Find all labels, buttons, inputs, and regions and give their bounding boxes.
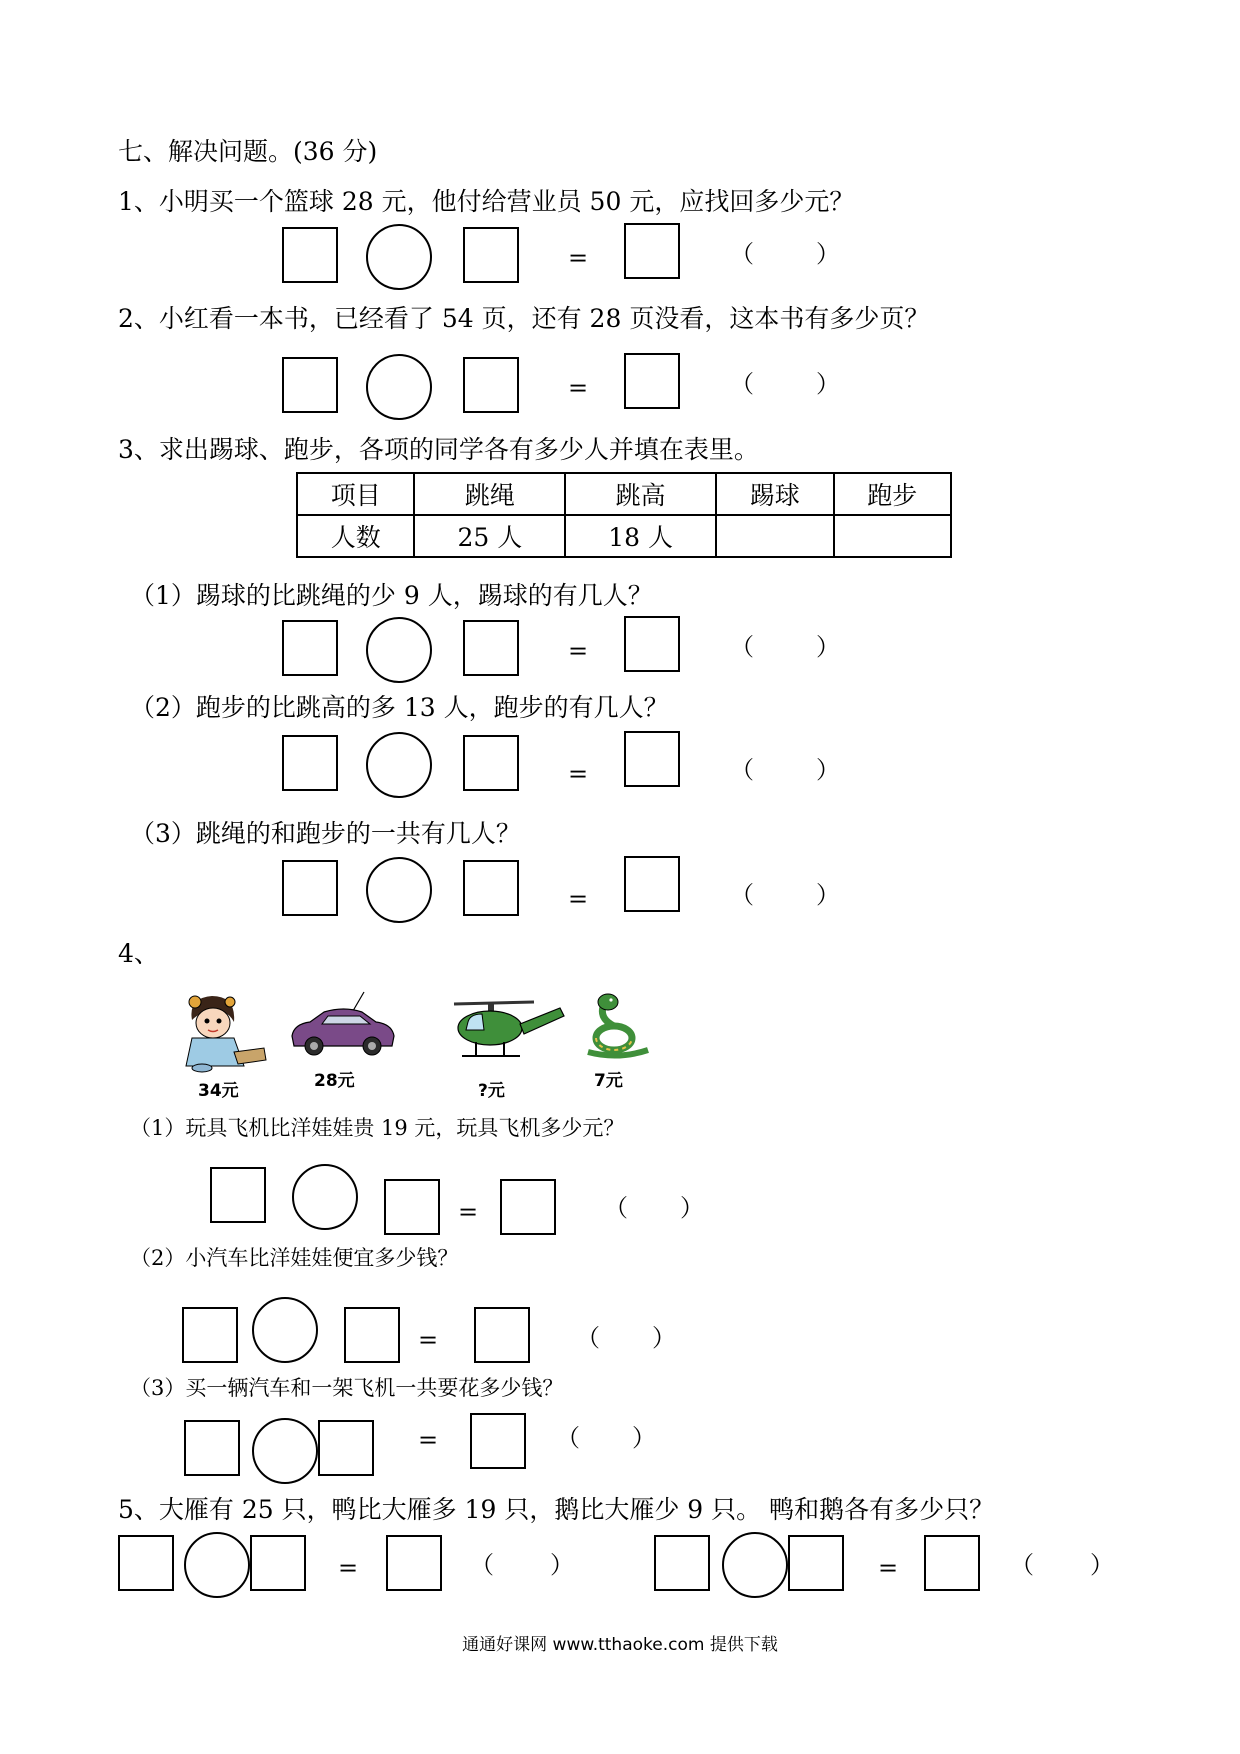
footer-credit: 通通好课网 www.tthaoke.com 提供下载 [462,1635,778,1655]
result-box[interactable] [924,1535,980,1591]
equals-sign: = [568,885,589,913]
number-box[interactable] [344,1307,400,1363]
number-box[interactable] [282,860,338,916]
result-box[interactable] [386,1535,442,1591]
operator-circle[interactable] [366,224,432,290]
section-title: 七、解决问题。(36 分) [118,137,378,166]
number-box[interactable] [282,227,338,283]
result-box[interactable] [624,731,680,787]
equals-sign: = [568,637,589,665]
number-box[interactable] [250,1535,306,1591]
table-cell: 18 人 [565,515,716,557]
table-cell: 25 人 [414,515,565,557]
unit-parentheses[interactable]: （ ） [730,240,840,268]
table-cell: 跑步 [834,473,952,515]
unit-parentheses[interactable]: （ ） [556,1424,656,1452]
number-box[interactable] [463,227,519,283]
number-box[interactable] [118,1535,174,1591]
operator-circle[interactable] [184,1532,250,1598]
equals-sign: = [878,1554,899,1582]
number-box[interactable] [282,735,338,791]
question-4-3-text: （3）买一辆汽车和一架飞机一共要花多少钱？ [130,1376,564,1400]
number-box[interactable] [654,1535,710,1591]
number-box[interactable] [463,735,519,791]
result-box[interactable] [470,1413,526,1469]
table-cell: 项目 [297,473,414,515]
number-box[interactable] [282,357,338,413]
question-3-3-text: （3）跳绳的和跑步的一共有几人？ [130,819,521,848]
operator-circle[interactable] [722,1532,788,1598]
sports-table [296,472,952,558]
table-cell: 人数 [297,515,414,557]
equals-sign: = [418,1326,439,1354]
helicopter-price: ?元 [478,1081,505,1101]
doll-price: 34元 [198,1081,239,1101]
result-box[interactable] [624,856,680,912]
question-2-text: 2、小红看一本书，已经看了 54 页，还有 28 页没看，这本书有多少页？ [118,304,930,333]
number-box[interactable] [788,1535,844,1591]
unit-parentheses[interactable]: （ ） [1010,1551,1114,1579]
question-4-1-text: （1）玩具飞机比洋娃娃贵 19 元，玩具飞机多少元？ [130,1116,625,1140]
number-box[interactable] [184,1420,240,1476]
number-box[interactable] [210,1167,266,1223]
table-header-row [297,473,951,515]
number-box[interactable] [463,860,519,916]
equals-sign: = [568,374,589,402]
snake-icon [578,992,654,1062]
result-box[interactable] [500,1179,556,1235]
number-box[interactable] [463,357,519,413]
doll-icon [178,990,270,1074]
result-box[interactable] [624,223,680,279]
helicopter-icon [448,992,568,1074]
result-box[interactable] [624,353,680,409]
number-box[interactable] [384,1179,440,1235]
equals-sign: = [568,760,589,788]
table-row [297,515,951,557]
unit-parentheses[interactable]: （ ） [730,881,840,909]
question-3-1-text: （1）踢球的比跳绳的少 9 人，踢球的有几人？ [130,581,653,610]
unit-parentheses[interactable]: （ ） [604,1194,704,1222]
equals-sign: = [568,244,589,272]
number-box[interactable] [463,620,519,676]
result-box[interactable] [474,1307,530,1363]
car-price: 28元 [314,1071,355,1091]
question-4-label: 4、 [118,939,159,968]
number-box[interactable] [318,1420,374,1476]
table-cell: 跳高 [565,473,716,515]
operator-circle[interactable] [366,617,432,683]
question-5-text: 5、大雁有 25 只，鸭比大雁多 19 只，鹅比大雁少 9 只。 鸭和鹅各有多少只？ [118,1495,995,1524]
operator-circle[interactable] [252,1418,318,1484]
unit-parentheses[interactable]: （ ） [730,633,840,661]
table-cell: 踢球 [716,473,833,515]
operator-circle[interactable] [292,1164,358,1230]
question-4-2-text: （2）小汽车比洋娃娃便宜多少钱？ [130,1246,459,1270]
number-box[interactable] [182,1307,238,1363]
result-box[interactable] [624,616,680,672]
unit-parentheses[interactable]: （ ） [576,1324,676,1352]
operator-circle[interactable] [366,857,432,923]
car-icon [288,990,398,1062]
number-box[interactable] [282,620,338,676]
fill-in-cell-kick-ball[interactable] [716,515,833,557]
operator-circle[interactable] [252,1297,318,1363]
operator-circle[interactable] [366,732,432,798]
unit-parentheses[interactable]: （ ） [470,1551,574,1579]
equals-sign: = [458,1198,479,1226]
operator-circle[interactable] [366,354,432,420]
question-3-2-text: （2）跑步的比跳高的多 13 人，跑步的有几人？ [130,693,669,722]
question-3-text: 3、求出踢球、跑步，各项的同学各有多少人并填在表里。 [118,435,759,464]
table-cell: 跳绳 [414,473,565,515]
fill-in-cell-running[interactable] [834,515,952,557]
snake-price: 7元 [594,1071,623,1091]
equals-sign: = [418,1426,439,1454]
unit-parentheses[interactable]: （ ） [730,756,840,784]
question-1-text: 1、小明买一个篮球 28 元，他付给营业员 50 元，应找回多少元？ [118,187,855,216]
unit-parentheses[interactable]: （ ） [730,370,840,398]
equals-sign: = [338,1554,359,1582]
